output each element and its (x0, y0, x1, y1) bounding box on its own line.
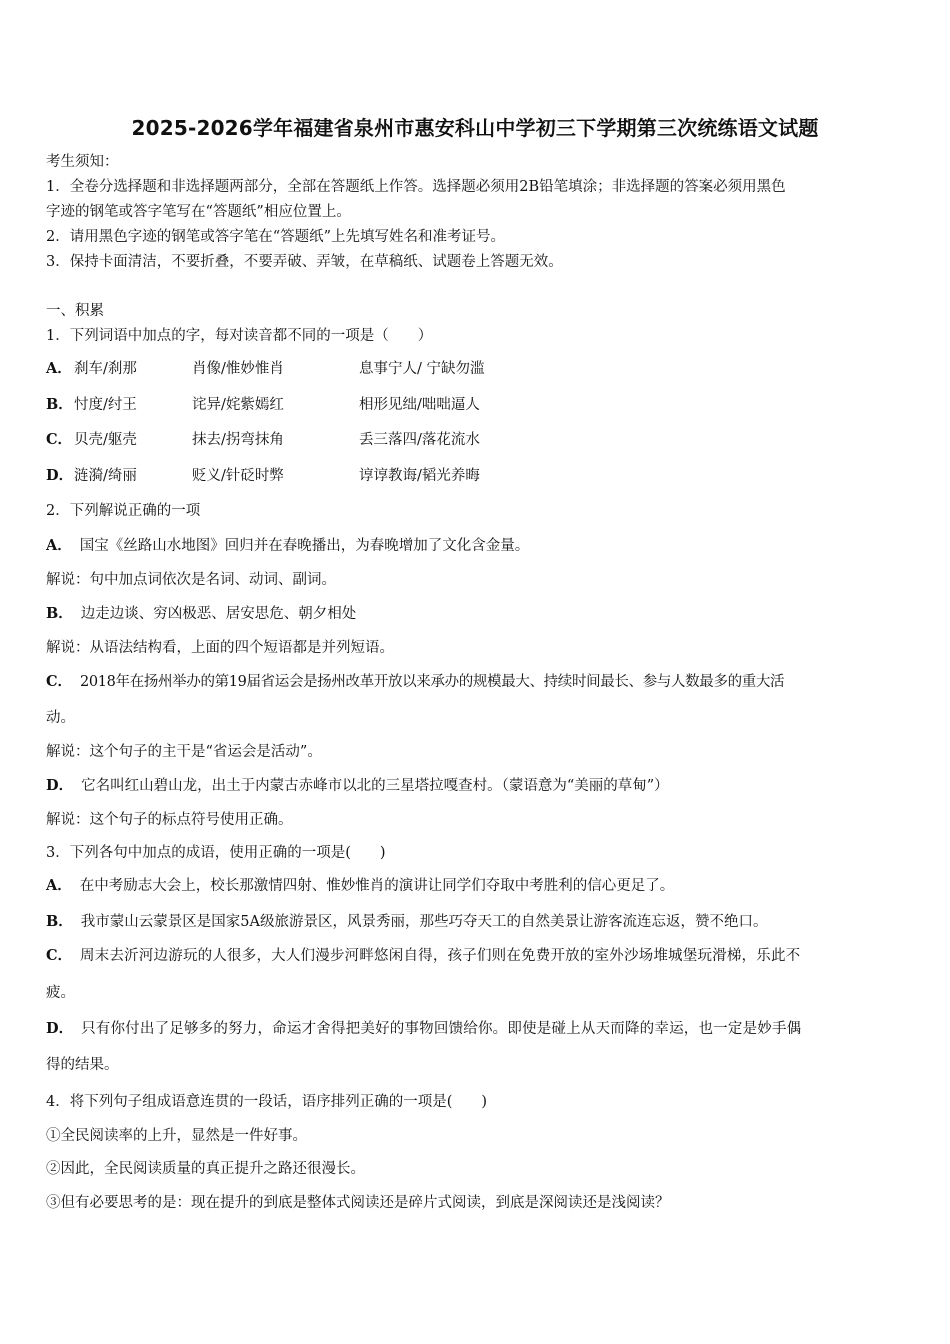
option-label: C． (46, 947, 73, 964)
line-text: 国宝《丝路山水地图》回归并在春晚播出，为春晚增加了文化含金量。 (79, 538, 530, 554)
q3-line (46, 1055, 119, 1075)
option-label: D． (46, 777, 74, 794)
page-title: 2025-2026学年福建省泉州市惠安科山中学初三下学期第三次统练语文试题 (131, 116, 819, 140)
line-text: 2018年在扬州举办的第19届省运会是扬州改革开放以来承办的规模最大、持续时间最长、参与人数最多的重大活 (80, 674, 785, 690)
line-text: 边走边谈、穷凶极恶、居安思危、朝夕相处 (80, 606, 357, 622)
option-label: A． (46, 877, 72, 894)
option-label: D． (46, 467, 74, 484)
option-word-b: 抹去/拐弯抹角 (192, 432, 284, 448)
notice-line-4: 3．保持卡面清洁，不要折叠，不要弄破、弄皱，在草稿纸、试题卷上答题无效。 (46, 254, 563, 270)
notice-line-1: 1．全卷分选择题和非选择题两部分，全部在答题纸上作答。选择题必须用2B铅笔填涂；非选择题的答案必须用黑色 (46, 179, 786, 195)
option-label: B． (46, 396, 73, 413)
q4-sentence-3: ③但有必要思考的是：现在提升的到底是整体式阅读还是碎片式阅读，到底是深阅读还是浅阅读？ (46, 1195, 670, 1211)
option-label: B． (46, 605, 73, 622)
option-word-b: 诧异/姹紫嫣红 (192, 397, 284, 413)
option-label: C． (46, 673, 73, 690)
line-text: 周末去沂河边游玩的人很多，大人们漫步河畔悠闲自得，孩子们则在免费开放的室外沙场堆城堡玩滑梯，乐此不 (80, 948, 801, 964)
line-text: 得的结果。 (46, 1057, 119, 1073)
q2-line (46, 708, 75, 728)
option-word-a: 贝壳/躯壳 (74, 432, 137, 448)
q4-sentence-2: ②因此，全民阅读质量的真正提升之路还很漫长。 (46, 1161, 365, 1177)
q3-line (46, 946, 800, 966)
option-word-c: 息事宁人/ 宁缺勿滥 (359, 361, 485, 377)
line-text: 它名叫红山碧山龙，出土于内蒙古赤峰市以北的三星塔拉嘎查村。（蒙语意为“美丽的草甸”） (81, 778, 669, 794)
option-word-a: 忖度/纣王 (74, 397, 137, 413)
q2-stem: 2．下列解说正确的一项 (46, 503, 201, 519)
option-label: A． (46, 360, 72, 377)
option-word-c: 相形见绌/咄咄逼人 (359, 397, 480, 413)
q3-line (46, 876, 674, 896)
option-label: B． (46, 913, 73, 930)
q3-line (46, 1019, 801, 1039)
option-label: D． (46, 1020, 74, 1037)
q4-stem: 4．将下列句子组成语意连贯的一段话，语序排列正确的一项是( ) (46, 1094, 488, 1110)
option-word-a: 刹车/刹那 (74, 361, 137, 377)
line-text: 疲。 (46, 985, 75, 1001)
line-text: 解说：这个句子的主干是“省运会是活动”。 (46, 744, 322, 760)
option-word-b: 贬义/针砭时弊 (192, 468, 284, 484)
q2-line (46, 638, 394, 658)
option-word-c: 丢三落四/落花流水 (359, 432, 480, 448)
line-text: 动。 (46, 710, 75, 726)
section-heading: 一、积累 (46, 303, 104, 319)
option-word-a: 涟漪/绮丽 (74, 468, 137, 484)
q2-line (46, 742, 322, 762)
q2-line (46, 776, 669, 796)
option-word-b: 肖像/惟妙惟肖 (192, 361, 284, 377)
q2-line (46, 810, 293, 830)
notice-line-2: 字迹的钢笔或答字笔写在“答题纸”相应位置上。 (46, 204, 351, 220)
q3-stem: 3．下列各句中加点的成语，使用正确的一项是( ) (46, 845, 386, 861)
q1-stem: 1．下列词语中加点的字，每对读音都不同的一项是（ ） (46, 328, 433, 344)
line-text: 在中考励志大会上，校长那激情四射、惟妙惟肖的演讲让同学们夺取中考胜利的信心更足了。 (79, 878, 675, 894)
q2-line (46, 536, 529, 556)
notice-line-3: 2．请用黑色字迹的钢笔或答字笔在“答题纸”上先填写姓名和准考证号。 (46, 229, 506, 245)
line-text: 我市蒙山云蒙景区是国家5A级旅游景区，风景秀丽，那些巧夺天工的自然美景让游客流连忘返，赞不绝口。 (80, 914, 768, 930)
line-text: 解说：这个句子的标点符号使用正确。 (46, 812, 293, 828)
q3-line (46, 912, 767, 932)
q2-line (46, 570, 336, 590)
line-text: 解说：从语法结构看，上面的四个短语都是并列短语。 (46, 640, 394, 656)
option-label: A． (46, 537, 72, 554)
q2-line (46, 672, 784, 692)
line-text: 只有你付出了足够多的努力，命运才舍得把美好的事物回馈给你。即使是碰上从天而降的幸运，也一定是妙手偶 (81, 1021, 802, 1037)
option-word-c: 谆谆教诲/韬光养晦 (359, 468, 480, 484)
q2-line (46, 604, 356, 624)
line-text: 解说：句中加点词依次是名词、动词、副词。 (46, 572, 336, 588)
option-label: C． (46, 431, 73, 448)
q4-sentence-1: ①全民阅读率的上升，显然是一件好事。 (46, 1128, 307, 1144)
notice-heading: 考生须知： (46, 154, 119, 170)
q3-line (46, 983, 75, 1003)
